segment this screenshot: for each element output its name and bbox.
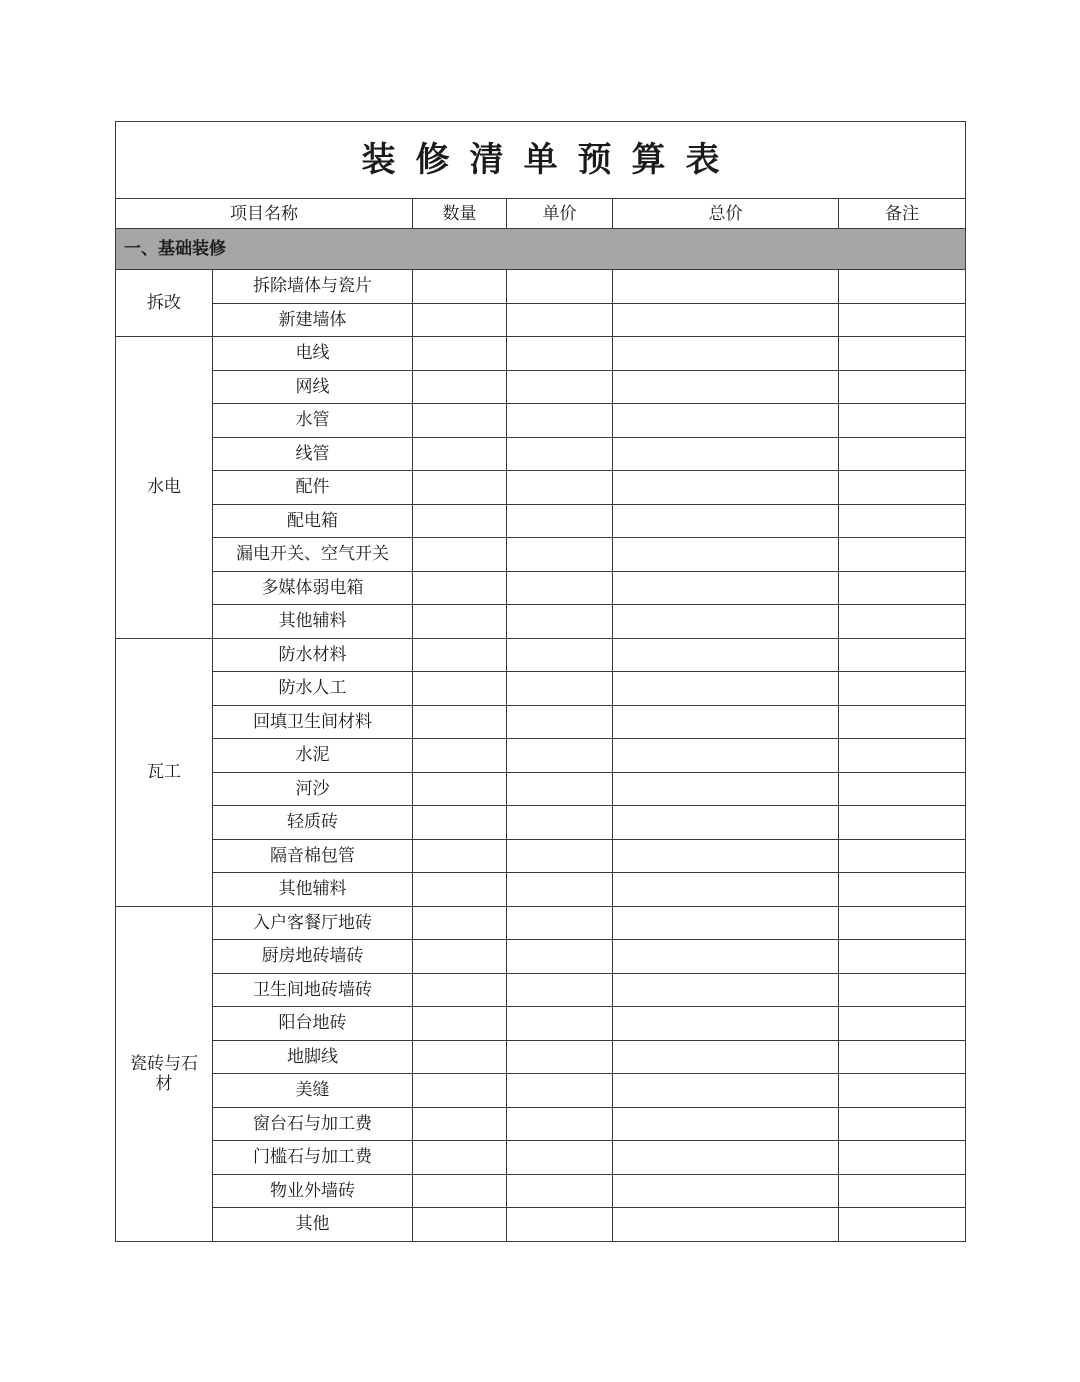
table-row — [116, 504, 966, 538]
item-name-cell: 阳台地砖 — [213, 1007, 413, 1041]
remark-cell[interactable] — [839, 370, 966, 404]
total-price-cell[interactable] — [613, 705, 839, 739]
item-name-cell: 窗台石与加工费 — [213, 1107, 413, 1141]
unit-price-cell[interactable] — [507, 437, 613, 471]
table-row — [116, 672, 966, 706]
table-row — [116, 437, 966, 471]
total-price-cell[interactable] — [613, 605, 839, 639]
unit-price-cell[interactable] — [507, 571, 613, 605]
total-price-cell[interactable] — [613, 906, 839, 940]
remark-cell[interactable] — [839, 1208, 966, 1242]
total-price-cell[interactable] — [613, 1107, 839, 1141]
quantity-cell[interactable] — [413, 973, 507, 1007]
total-price-cell[interactable] — [613, 772, 839, 806]
unit-price-cell[interactable] — [507, 337, 613, 371]
table-row — [116, 404, 966, 438]
quantity-cell[interactable] — [413, 806, 507, 840]
table-row — [116, 1074, 966, 1108]
total-price-cell[interactable] — [613, 471, 839, 505]
table-row — [116, 1208, 966, 1242]
item-name-cell: 地脚线 — [213, 1040, 413, 1074]
item-name-cell: 其他辅料 — [213, 605, 413, 639]
quantity-cell[interactable] — [413, 1141, 507, 1175]
remark-cell[interactable] — [839, 337, 966, 371]
unit-price-cell[interactable] — [507, 1174, 613, 1208]
total-price-cell[interactable] — [613, 1174, 839, 1208]
unit-price-cell[interactable] — [507, 303, 613, 337]
unit-price-cell[interactable] — [507, 605, 613, 639]
table-row — [116, 1141, 966, 1175]
quantity-cell[interactable] — [413, 772, 507, 806]
unit-price-cell[interactable] — [507, 638, 613, 672]
item-name-cell: 厨房地砖墙砖 — [213, 940, 413, 974]
remark-cell[interactable] — [839, 772, 966, 806]
remark-cell[interactable] — [839, 739, 966, 773]
table-row — [116, 1107, 966, 1141]
unit-price-cell[interactable] — [507, 1007, 613, 1041]
item-name-cell: 其他 — [213, 1208, 413, 1242]
section-title: 一、基础装修 — [116, 229, 966, 270]
unit-price-cell[interactable] — [507, 940, 613, 974]
table-row — [116, 471, 966, 505]
total-price-cell[interactable] — [613, 940, 839, 974]
quantity-cell[interactable] — [413, 873, 507, 907]
quantity-cell[interactable] — [413, 1007, 507, 1041]
remark-cell[interactable] — [839, 940, 966, 974]
header-item-name: 项目名称 — [116, 199, 413, 229]
item-name-cell: 配件 — [213, 471, 413, 505]
remark-cell[interactable] — [839, 605, 966, 639]
remark-cell[interactable] — [839, 1107, 966, 1141]
quantity-cell[interactable] — [413, 504, 507, 538]
remark-cell[interactable] — [839, 839, 966, 873]
table-row — [116, 705, 966, 739]
table-row — [116, 638, 966, 672]
group-label: 水电 — [116, 337, 213, 639]
table-row — [116, 973, 966, 1007]
remark-cell[interactable] — [839, 806, 966, 840]
quantity-cell[interactable] — [413, 303, 507, 337]
remark-cell[interactable] — [839, 906, 966, 940]
item-name-cell: 隔音棉包管 — [213, 839, 413, 873]
remark-cell[interactable] — [839, 638, 966, 672]
unit-price-cell[interactable] — [507, 873, 613, 907]
total-price-cell[interactable] — [613, 571, 839, 605]
unit-price-cell[interactable] — [507, 839, 613, 873]
header-unit-price: 单价 — [507, 199, 613, 229]
unit-price-cell[interactable] — [507, 404, 613, 438]
unit-price-cell[interactable] — [507, 739, 613, 773]
quantity-cell[interactable] — [413, 1040, 507, 1074]
unit-price-cell[interactable] — [507, 705, 613, 739]
quantity-cell[interactable] — [413, 839, 507, 873]
item-name-cell: 回填卫生间材料 — [213, 705, 413, 739]
table-row — [116, 303, 966, 337]
table-row — [116, 571, 966, 605]
quantity-cell[interactable] — [413, 437, 507, 471]
unit-price-cell[interactable] — [507, 538, 613, 572]
remark-cell[interactable] — [839, 1040, 966, 1074]
unit-price-cell[interactable] — [507, 1074, 613, 1108]
table-row — [116, 270, 966, 304]
item-name-cell: 拆除墙体与瓷片 — [213, 270, 413, 304]
item-name-cell: 防水材料 — [213, 638, 413, 672]
header-quantity: 数量 — [413, 199, 507, 229]
header-row — [116, 199, 966, 229]
remark-cell[interactable] — [839, 1141, 966, 1175]
header-total-price: 总价 — [613, 199, 839, 229]
total-price-cell[interactable] — [613, 973, 839, 1007]
remark-cell[interactable] — [839, 270, 966, 304]
remark-cell[interactable] — [839, 303, 966, 337]
unit-price-cell[interactable] — [507, 1107, 613, 1141]
total-price-cell[interactable] — [613, 270, 839, 304]
total-price-cell[interactable] — [613, 638, 839, 672]
group-label: 瓦工 — [116, 638, 213, 906]
header-remark: 备注 — [839, 199, 966, 229]
total-price-cell[interactable] — [613, 538, 839, 572]
unit-price-cell[interactable] — [507, 973, 613, 1007]
unit-price-cell[interactable] — [507, 471, 613, 505]
unit-price-cell[interactable] — [507, 1208, 613, 1242]
total-price-cell[interactable] — [613, 672, 839, 706]
total-price-cell[interactable] — [613, 739, 839, 773]
quantity-cell[interactable] — [413, 1208, 507, 1242]
item-name-cell: 轻质砖 — [213, 806, 413, 840]
table-row — [116, 873, 966, 907]
table-row — [116, 806, 966, 840]
table-row — [116, 906, 966, 940]
quantity-cell[interactable] — [413, 270, 507, 304]
total-price-cell[interactable] — [613, 504, 839, 538]
quantity-cell[interactable] — [413, 940, 507, 974]
total-price-cell[interactable] — [613, 303, 839, 337]
table-row — [116, 1007, 966, 1041]
remark-cell[interactable] — [839, 437, 966, 471]
remark-cell[interactable] — [839, 504, 966, 538]
table-row — [116, 370, 966, 404]
remark-cell[interactable] — [839, 404, 966, 438]
item-name-cell: 美缝 — [213, 1074, 413, 1108]
total-price-cell[interactable] — [613, 839, 839, 873]
item-name-cell: 其他辅料 — [213, 873, 413, 907]
unit-price-cell[interactable] — [507, 370, 613, 404]
item-name-cell: 防水人工 — [213, 672, 413, 706]
item-name-cell: 网线 — [213, 370, 413, 404]
item-name-cell: 门槛石与加工费 — [213, 1141, 413, 1175]
table-row — [116, 605, 966, 639]
table-row — [116, 1040, 966, 1074]
budget-table — [115, 121, 966, 1242]
total-price-cell[interactable] — [613, 806, 839, 840]
table-row — [116, 739, 966, 773]
quantity-cell[interactable] — [413, 471, 507, 505]
title-row — [116, 122, 966, 199]
remark-cell[interactable] — [839, 1074, 966, 1108]
remark-cell[interactable] — [839, 672, 966, 706]
unit-price-cell[interactable] — [507, 672, 613, 706]
table-row — [116, 1174, 966, 1208]
item-name-cell: 电线 — [213, 337, 413, 371]
remark-cell[interactable] — [839, 973, 966, 1007]
item-name-cell: 新建墙体 — [213, 303, 413, 337]
unit-price-cell[interactable] — [507, 806, 613, 840]
total-price-cell[interactable] — [613, 1141, 839, 1175]
item-name-cell: 水泥 — [213, 739, 413, 773]
remark-cell[interactable] — [839, 705, 966, 739]
unit-price-cell[interactable] — [507, 1141, 613, 1175]
total-price-cell[interactable] — [613, 337, 839, 371]
group-label: 瓷砖与石材 — [116, 906, 213, 1241]
unit-price-cell[interactable] — [507, 270, 613, 304]
unit-price-cell[interactable] — [507, 772, 613, 806]
total-price-cell[interactable] — [613, 1007, 839, 1041]
table-row — [116, 538, 966, 572]
item-name-cell: 多媒体弱电箱 — [213, 571, 413, 605]
unit-price-cell[interactable] — [507, 906, 613, 940]
total-price-cell[interactable] — [613, 437, 839, 471]
page-title: 装修清单预算表 — [116, 122, 966, 199]
item-name-cell: 卫生间地砖墙砖 — [213, 973, 413, 1007]
table-row — [116, 839, 966, 873]
quantity-cell[interactable] — [413, 538, 507, 572]
quantity-cell[interactable] — [413, 906, 507, 940]
total-price-cell[interactable] — [613, 1208, 839, 1242]
item-name-cell: 漏电开关、空气开关 — [213, 538, 413, 572]
quantity-cell[interactable] — [413, 605, 507, 639]
quantity-cell[interactable] — [413, 1174, 507, 1208]
quantity-cell[interactable] — [413, 672, 507, 706]
table-row — [116, 337, 966, 371]
unit-price-cell[interactable] — [507, 1040, 613, 1074]
quantity-cell[interactable] — [413, 1074, 507, 1108]
total-price-cell[interactable] — [613, 1040, 839, 1074]
quantity-cell[interactable] — [413, 739, 507, 773]
section-row — [116, 229, 966, 270]
remark-cell[interactable] — [839, 571, 966, 605]
total-price-cell[interactable] — [613, 370, 839, 404]
item-name-cell: 配电箱 — [213, 504, 413, 538]
remark-cell[interactable] — [839, 1174, 966, 1208]
total-price-cell[interactable] — [613, 873, 839, 907]
remark-cell[interactable] — [839, 1007, 966, 1041]
item-name-cell: 物业外墙砖 — [213, 1174, 413, 1208]
total-price-cell[interactable] — [613, 404, 839, 438]
total-price-cell[interactable] — [613, 1074, 839, 1108]
quantity-cell[interactable] — [413, 705, 507, 739]
item-name-cell: 入户客餐厅地砖 — [213, 906, 413, 940]
item-name-cell: 线管 — [213, 437, 413, 471]
item-name-cell: 水管 — [213, 404, 413, 438]
quantity-cell[interactable] — [413, 638, 507, 672]
group-label: 拆改 — [116, 270, 213, 337]
table-row — [116, 772, 966, 806]
quantity-cell[interactable] — [413, 370, 507, 404]
remark-cell[interactable] — [839, 873, 966, 907]
quantity-cell[interactable] — [413, 337, 507, 371]
table-row — [116, 940, 966, 974]
unit-price-cell[interactable] — [507, 504, 613, 538]
quantity-cell[interactable] — [413, 1107, 507, 1141]
remark-cell[interactable] — [839, 538, 966, 572]
remark-cell[interactable] — [839, 471, 966, 505]
quantity-cell[interactable] — [413, 571, 507, 605]
quantity-cell[interactable] — [413, 404, 507, 438]
item-name-cell: 河沙 — [213, 772, 413, 806]
